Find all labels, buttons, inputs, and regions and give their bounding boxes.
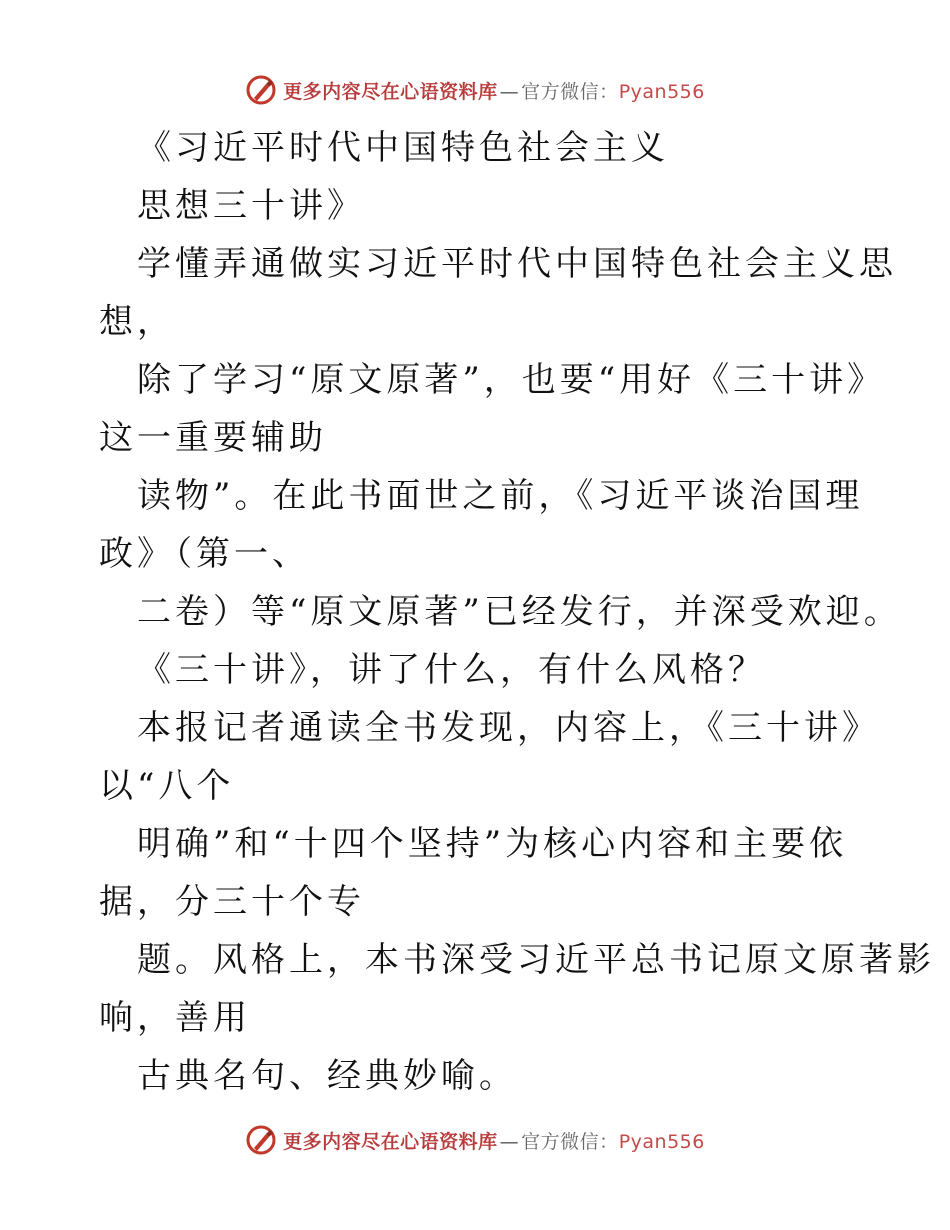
body-line: 思想三十讲》: [137, 186, 365, 226]
body-line: 《习近平时代中国特色社会主义: [137, 128, 669, 168]
pen-logo-icon: [245, 74, 277, 106]
body-line: 除了学习“原文原著”，也要“用好《三十讲》: [137, 360, 886, 400]
body-line: 二卷）等“原文原著”已经发行，并深受欢迎。: [137, 592, 902, 632]
body-line: 以“八个: [99, 766, 235, 806]
watermark-site-text: 更多内容尽在心语资料库: [283, 1130, 498, 1153]
body-line: 学懂弄通做实习近平时代中国特色社会主义思: [137, 244, 897, 284]
body-line: 《三十讲》，讲了什么，有什么风格？: [137, 650, 766, 690]
body-line: 古典名句、经典妙喻。: [137, 1056, 517, 1096]
watermark-site-text: 更多内容尽在心语资料库: [283, 80, 498, 103]
watermark-wechat-id: Pyan556: [618, 80, 705, 103]
body-line: 响，善用: [99, 998, 251, 1038]
watermark-dash: —: [499, 1130, 520, 1153]
watermark-banner-bottom: [0, 1120, 950, 1160]
watermark-wechat-id: Pyan556: [618, 1130, 705, 1153]
pen-logo-icon: [245, 1124, 277, 1156]
watermark-banner-top: [0, 70, 950, 110]
body-line: 题。风格上，本书深受习近平总书记原文原著影: [137, 940, 935, 980]
watermark-text: [283, 77, 705, 104]
body-line: 本报记者通读全书发现，内容上，《三十讲》: [137, 708, 880, 748]
watermark-wechat-label: 官方微信：: [521, 80, 619, 103]
body-line: 想，: [99, 302, 175, 342]
body-line: 明确”和“十四个坚持”为核心内容和主要依: [137, 824, 848, 864]
body-line: 据，分三十个专: [99, 882, 365, 922]
watermark-wechat-label: 官方微信：: [521, 1130, 619, 1153]
body-line: 这一重要辅助: [99, 418, 327, 458]
body-line: 政》（第一、: [99, 534, 310, 574]
watermark-text: [283, 1127, 705, 1154]
watermark-dash: —: [499, 80, 520, 103]
body-line: 读物”。在此书面世之前，《习近平谈治国理: [137, 476, 864, 516]
